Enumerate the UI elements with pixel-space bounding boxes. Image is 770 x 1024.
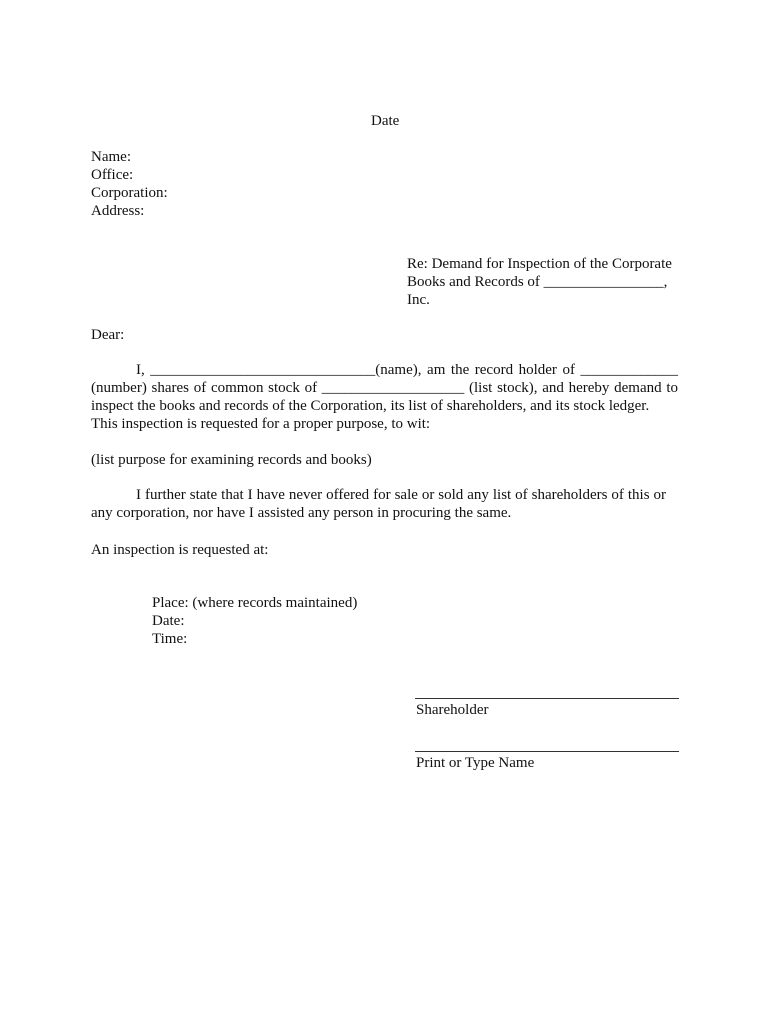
shareholder-label: Shareholder: [416, 702, 489, 718]
demand-line-1: I, ______________________________(name), am the record holder of _____________: [136, 362, 678, 378]
re-subject-line-2: Books and Records of ________________,: [407, 274, 668, 290]
re-subject-line-1: Re: Demand for Inspection of the Corporate: [407, 256, 672, 272]
print-name-line: [415, 751, 679, 752]
shareholder-signature-line: [415, 698, 679, 699]
statement-paragraph: [91, 486, 666, 522]
recipient-block: [91, 148, 168, 220]
salutation: Dear:: [91, 327, 125, 343]
demand-line-4: This inspection is requested for a proper purpose, to wit:: [91, 416, 431, 432]
recipient-name-label: Name:: [91, 149, 131, 165]
demand-line-3: inspect the books and records of the Corporation, its list of shareholders, and its stock ledger.: [91, 398, 650, 414]
inspection-details: [152, 594, 357, 648]
inspection-intro: An inspection is requested at:: [91, 542, 269, 558]
recipient-office-label: Office:: [91, 167, 134, 183]
statement-line-2: any corporation, nor have I assisted any person in procuring the same.: [91, 505, 512, 521]
demand-paragraph: [91, 361, 678, 433]
print-name-label: Print or Type Name: [416, 755, 535, 771]
re-subject-line-3: Inc.: [407, 292, 430, 308]
re-subject-block: [407, 255, 672, 309]
demand-line-2: (number) shares of common stock of ___________________ (list stock), and hereby demand to: [91, 380, 678, 396]
inspection-time-label: Time:: [152, 631, 188, 647]
recipient-corporation-label: Corporation:: [91, 185, 168, 201]
inspection-date-label: Date:: [152, 613, 185, 629]
date-heading: Date: [371, 113, 400, 129]
statement-line-1: I further state that I have never offered for sale or sold any list of shareholders of this or: [136, 487, 666, 503]
purpose-note: (list purpose for examining records and books): [91, 452, 372, 468]
recipient-address-label: Address:: [91, 203, 145, 219]
inspection-place-label: Place: (where records maintained): [152, 595, 358, 611]
